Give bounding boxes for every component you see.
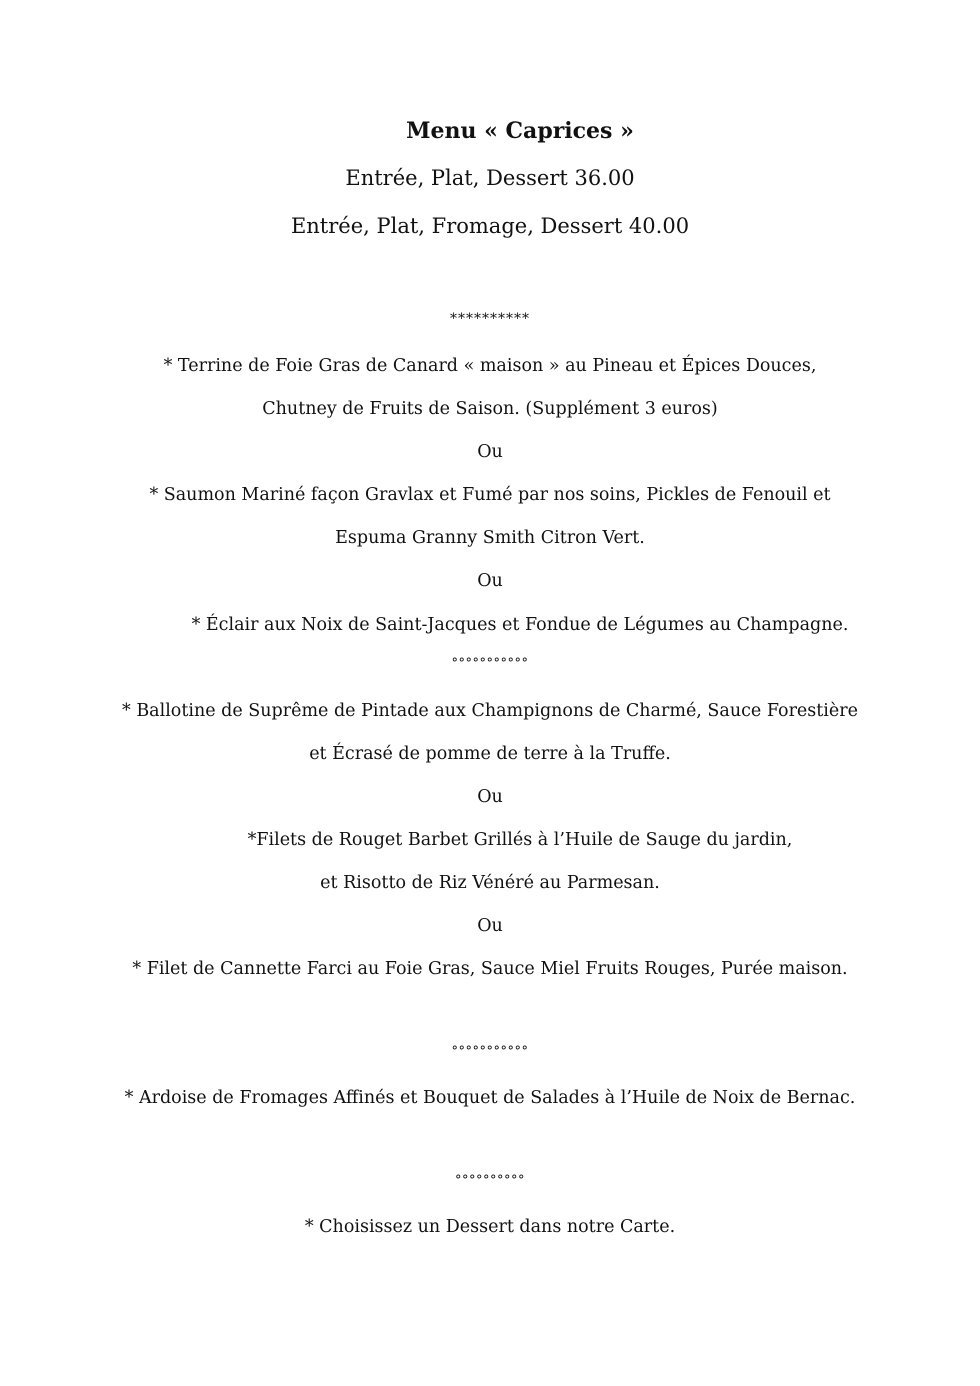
entree-foie-gras-line-2: Chutney de Fruits de Saison. (Supplément 3 euros) xyxy=(262,399,718,419)
plat-rouget-line-1: *Filets de Rouget Barbet Grillés à l’Huile de Sauge du jardin, xyxy=(247,830,793,850)
dessert-choice: * Choisissez un Dessert dans notre Carte. xyxy=(304,1217,676,1237)
plat-ballotine-line-2: et Écrasé de pomme de terre à la Truffe. xyxy=(309,744,671,764)
entree-eclair: * Éclair aux Noix de Saint-Jacques et Fondue de Légumes au Champagne. xyxy=(191,615,849,635)
entree-foie-gras-line-1: * Terrine de Foie Gras de Canard « maison » au Pineau et Épices Douces, xyxy=(163,356,817,376)
or-separator: Ou xyxy=(477,571,503,591)
or-separator: Ou xyxy=(477,916,503,936)
menu-title: Menu « Caprices » xyxy=(406,118,634,144)
entree-saumon-line-1: * Saumon Mariné façon Gravlax et Fumé par nos soins, Pickles de Fenouil et xyxy=(149,485,831,505)
plat-cannette: * Filet de Cannette Farci au Foie Gras, Sauce Miel Fruits Rouges, Purée maison. xyxy=(132,959,848,979)
price-line-four-courses: Entrée, Plat, Fromage, Dessert 40.00 xyxy=(290,214,690,238)
fromage-divider: °°°°°°°°°°° xyxy=(451,1044,529,1059)
fromage-ardoise: * Ardoise de Fromages Affinés et Bouquet de Salades à l’Huile de Noix de Bernac. xyxy=(124,1088,856,1108)
plats-divider: °°°°°°°°°°° xyxy=(451,656,529,671)
or-separator: Ou xyxy=(477,442,503,462)
plat-ballotine-line-1: * Ballotine de Suprême de Pintade aux Champignons de Charmé, Sauce Forestière xyxy=(122,701,858,721)
dessert-divider: °°°°°°°°°° xyxy=(455,1173,525,1188)
plat-rouget-line-2: et Risotto de Riz Vénéré au Parmesan. xyxy=(320,873,660,893)
or-separator: Ou xyxy=(477,787,503,807)
price-line-three-courses: Entrée, Plat, Dessert 36.00 xyxy=(345,166,635,190)
asterisk-separator: ********** xyxy=(450,311,530,327)
entree-saumon-line-2: Espuma Granny Smith Citron Vert. xyxy=(335,528,645,548)
